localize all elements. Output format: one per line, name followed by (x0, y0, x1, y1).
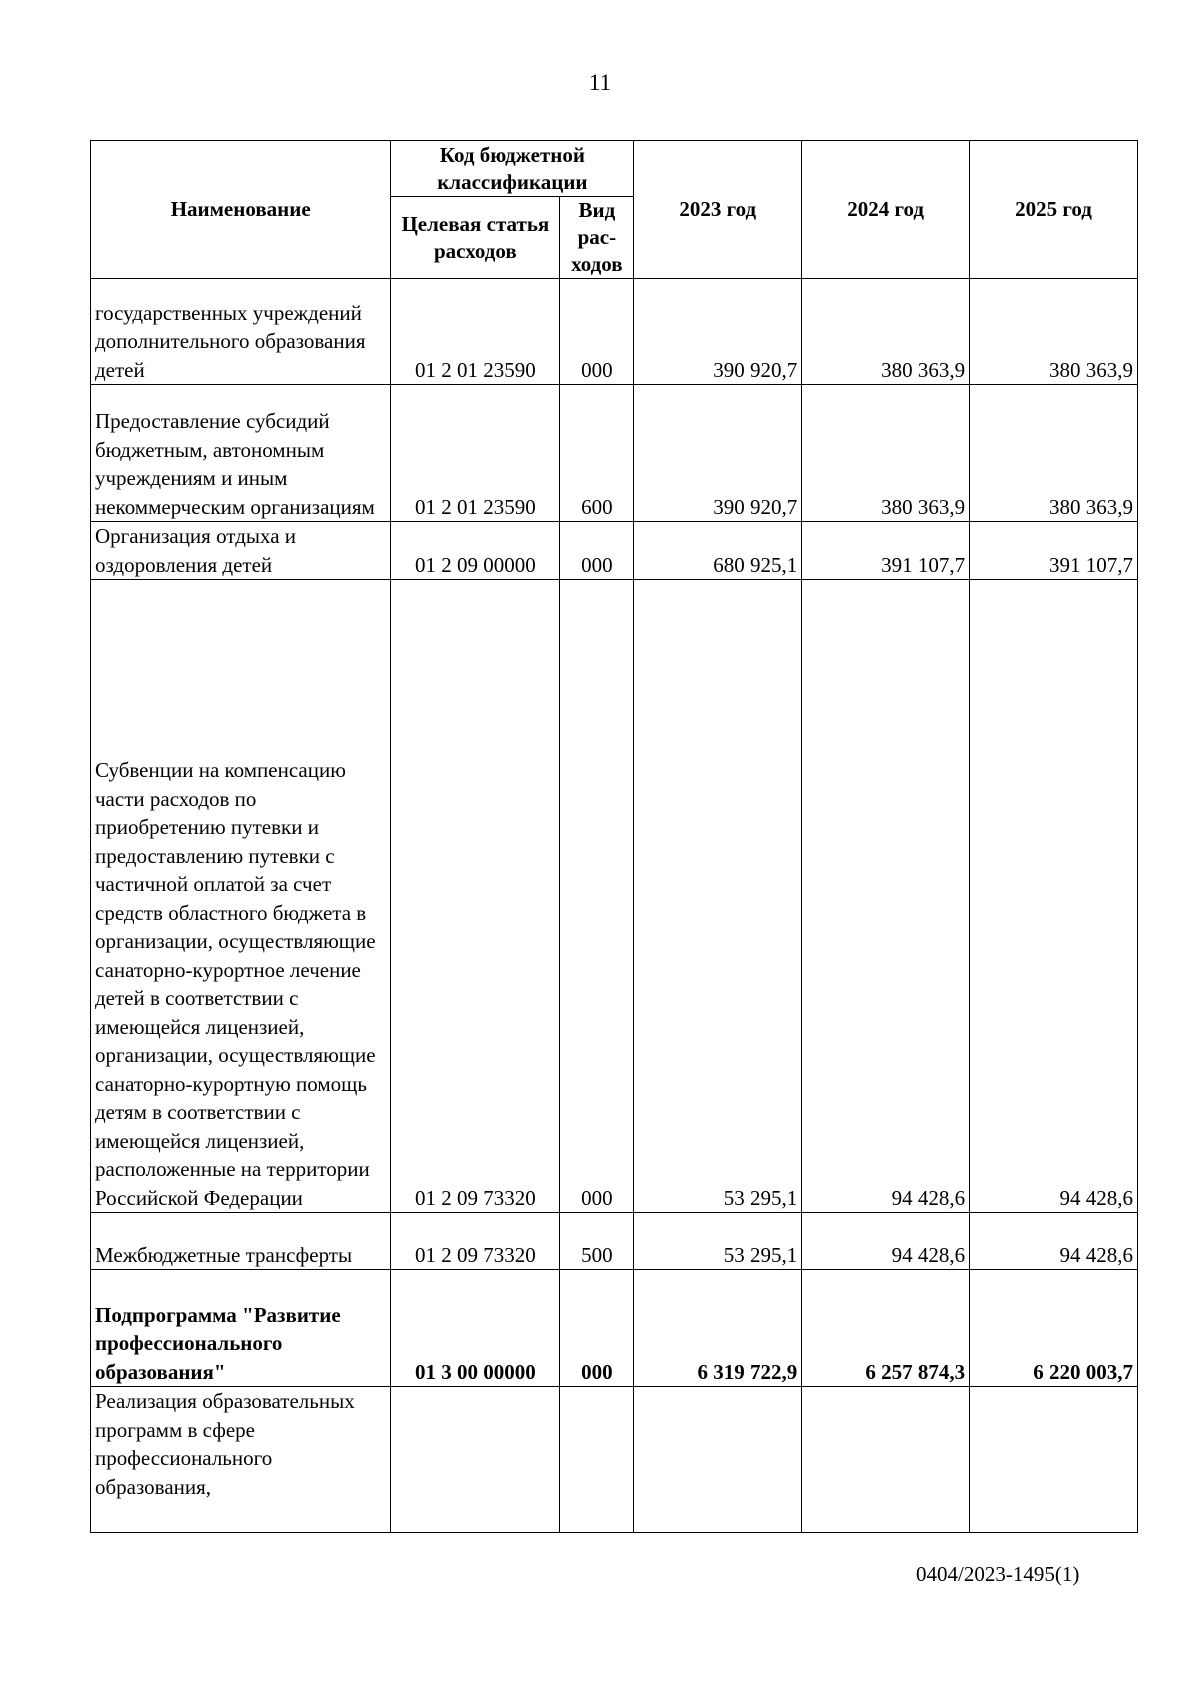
row-value-2025: 391 107,7 (970, 522, 1138, 580)
header-year-2023: 2023 год (634, 141, 802, 279)
budget-table (90, 140, 1138, 1533)
header-year-2024: 2024 год (802, 141, 970, 279)
row-value-2024: 94 428,6 (802, 1213, 970, 1270)
row-target-code (391, 1387, 560, 1533)
row-target-code: 01 2 01 23590 (391, 279, 560, 385)
header-row-1 (91, 141, 1138, 197)
row-name: Межбюджетные трансферты (91, 1213, 391, 1270)
row-expense-kind: 000 (560, 279, 634, 385)
row-value-2023: 390 920,7 (634, 279, 802, 385)
row-name: Субвенции на компенсацию части расходов по приобретению путевки и предоставлению путевки с частичной оплатой за счет средств областного бюджета в организации, осуществляющие санаторно-курортное лечение детей в соответствии с имеющейся лицензией, организации, осуществляющие санаторно-курортную помощь детям в соответствии с имеющейся лицензией, расположенные на территории Российской Федерации (91, 580, 391, 1213)
table-row (91, 279, 1138, 385)
row-expense-kind: 500 (560, 1213, 634, 1270)
row-value-2023: 390 920,7 (634, 385, 802, 522)
document-id: 0404/2023-1495(1) (916, 1562, 1080, 1586)
row-target-code: 01 2 09 00000 (391, 522, 560, 580)
row-name: Реализация образовательных программ в сфере профессионального образования, (91, 1387, 391, 1533)
page-number: 11 (588, 70, 612, 95)
row-value-2024: 380 363,9 (802, 385, 970, 522)
row-expense-kind (560, 1387, 634, 1533)
row-target-code: 01 2 09 73320 (391, 1213, 560, 1270)
row-target-code: 01 3 00 00000 (391, 1270, 560, 1387)
row-value-2024: 391 107,7 (802, 522, 970, 580)
row-value-2023: 6 319 722,9 (634, 1270, 802, 1387)
row-target-code: 01 2 01 23590 (391, 385, 560, 522)
row-name: Организация отдыха и оздоровления детей (91, 522, 391, 580)
row-value-2025: 94 428,6 (970, 580, 1138, 1213)
row-value-2024: 6 257 874,3 (802, 1270, 970, 1387)
row-value-2025: 380 363,9 (970, 385, 1138, 522)
row-value-2025: 6 220 003,7 (970, 1270, 1138, 1387)
row-target-code: 01 2 09 73320 (391, 580, 560, 1213)
row-value-2025 (970, 1387, 1138, 1533)
header-expense-kind: Вид рас-ходов (560, 197, 634, 279)
table-row (91, 580, 1138, 1213)
row-name: Подпрограмма "Развитие профессионального образования" (91, 1270, 391, 1387)
header-target-article: Целевая статья расходов (391, 197, 560, 279)
row-value-2024: 94 428,6 (802, 580, 970, 1213)
header-year-2025: 2025 год (970, 141, 1138, 279)
table-row (91, 385, 1138, 522)
row-expense-kind: 000 (560, 580, 634, 1213)
row-name: Предоставление субсидий бюджетным, автономным учреждениям и иным некоммерческим организациям (91, 385, 391, 522)
row-value-2023 (634, 1387, 802, 1533)
header-code-group: Код бюджетной классификации (391, 141, 634, 197)
row-value-2023: 53 295,1 (634, 580, 802, 1213)
row-value-2025: 380 363,9 (970, 279, 1138, 385)
row-expense-kind: 000 (560, 1270, 634, 1387)
row-value-2023: 53 295,1 (634, 1213, 802, 1270)
row-value-2025: 94 428,6 (970, 1213, 1138, 1270)
row-expense-kind: 600 (560, 385, 634, 522)
table-row (91, 1213, 1138, 1270)
row-value-2023: 680 925,1 (634, 522, 802, 580)
table-row (91, 1387, 1138, 1533)
row-expense-kind: 000 (560, 522, 634, 580)
row-value-2024 (802, 1387, 970, 1533)
row-value-2024: 380 363,9 (802, 279, 970, 385)
row-name: государственных учреждений дополнительного образования детей (91, 279, 391, 385)
table-row (91, 522, 1138, 580)
table-row-subprogram (91, 1270, 1138, 1387)
header-name: Наименование (91, 141, 391, 279)
